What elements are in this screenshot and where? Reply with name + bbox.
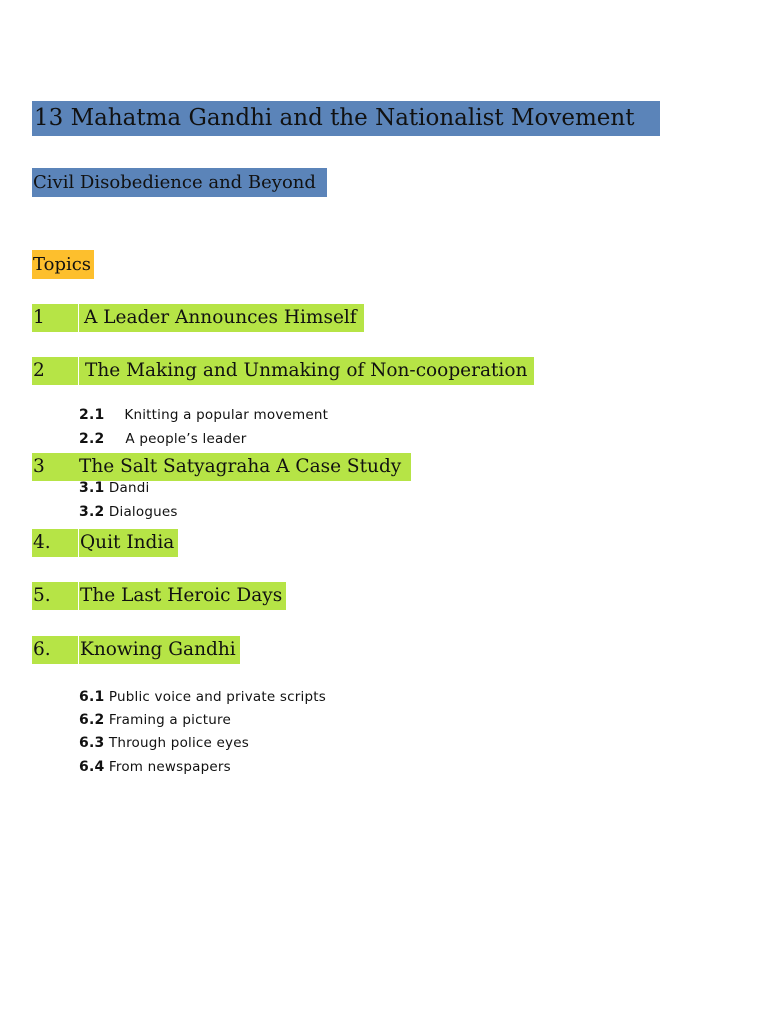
topic-number: 2 <box>32 357 78 385</box>
topic-title: Knowing Gandhi <box>78 636 240 664</box>
subtopic-6-4 <box>79 758 231 776</box>
subtopic-2-1 <box>79 406 328 424</box>
subtopic-number: 3.2 <box>79 504 105 520</box>
topic-number: 5. <box>32 582 78 610</box>
subtopic-title: Dandi <box>108 480 150 496</box>
topic-number: 4. <box>32 529 78 557</box>
subtopic-title: Through police eyes <box>108 735 249 751</box>
chapter-title: 13 Mahatma Gandhi and the Nationalist Movement <box>32 101 660 136</box>
subtopic-6-1 <box>79 688 326 706</box>
subtopic-title: Dialogues <box>108 504 178 520</box>
subtopic-number: 3.1 <box>79 480 105 496</box>
topic-number: 6. <box>32 636 78 664</box>
subtopic-title: A people’s leader <box>125 431 247 447</box>
subtopic-number: 6.1 <box>79 689 105 705</box>
topic-number: 1 <box>32 304 78 332</box>
subtopic-number: 2.2 <box>79 431 105 447</box>
subtopic-title: Framing a picture <box>108 712 231 728</box>
chapter-subtitle: Civil Disobedience and Beyond <box>32 168 327 197</box>
subtopic-6-2 <box>79 711 231 729</box>
topic-title: Quit India <box>78 529 178 557</box>
subtopic-6-3 <box>79 734 249 752</box>
subtopic-number: 6.3 <box>79 735 105 751</box>
topics-heading: Topics <box>32 250 94 279</box>
topic-title: The Last Heroic Days <box>78 582 286 610</box>
subtopic-number: 6.4 <box>79 759 105 775</box>
subtopic-number: 6.2 <box>79 712 105 728</box>
subtopic-3-1 <box>79 479 149 497</box>
topic-title: The Making and Unmaking of Non-cooperation <box>78 357 534 385</box>
topic-number: 3 <box>32 453 78 481</box>
subtopic-title: Knitting a popular movement <box>124 407 329 423</box>
subtopic-2-2 <box>79 430 246 448</box>
subtopic-3-2 <box>79 503 178 521</box>
topic-title: A Leader Announces Himself <box>78 304 364 332</box>
subtopic-title: Public voice and private scripts <box>108 689 326 705</box>
topic-title: The Salt Satyagraha A Case Study <box>78 453 411 481</box>
subtopic-number: 2.1 <box>79 407 105 423</box>
subtopic-title: From newspapers <box>108 759 231 775</box>
